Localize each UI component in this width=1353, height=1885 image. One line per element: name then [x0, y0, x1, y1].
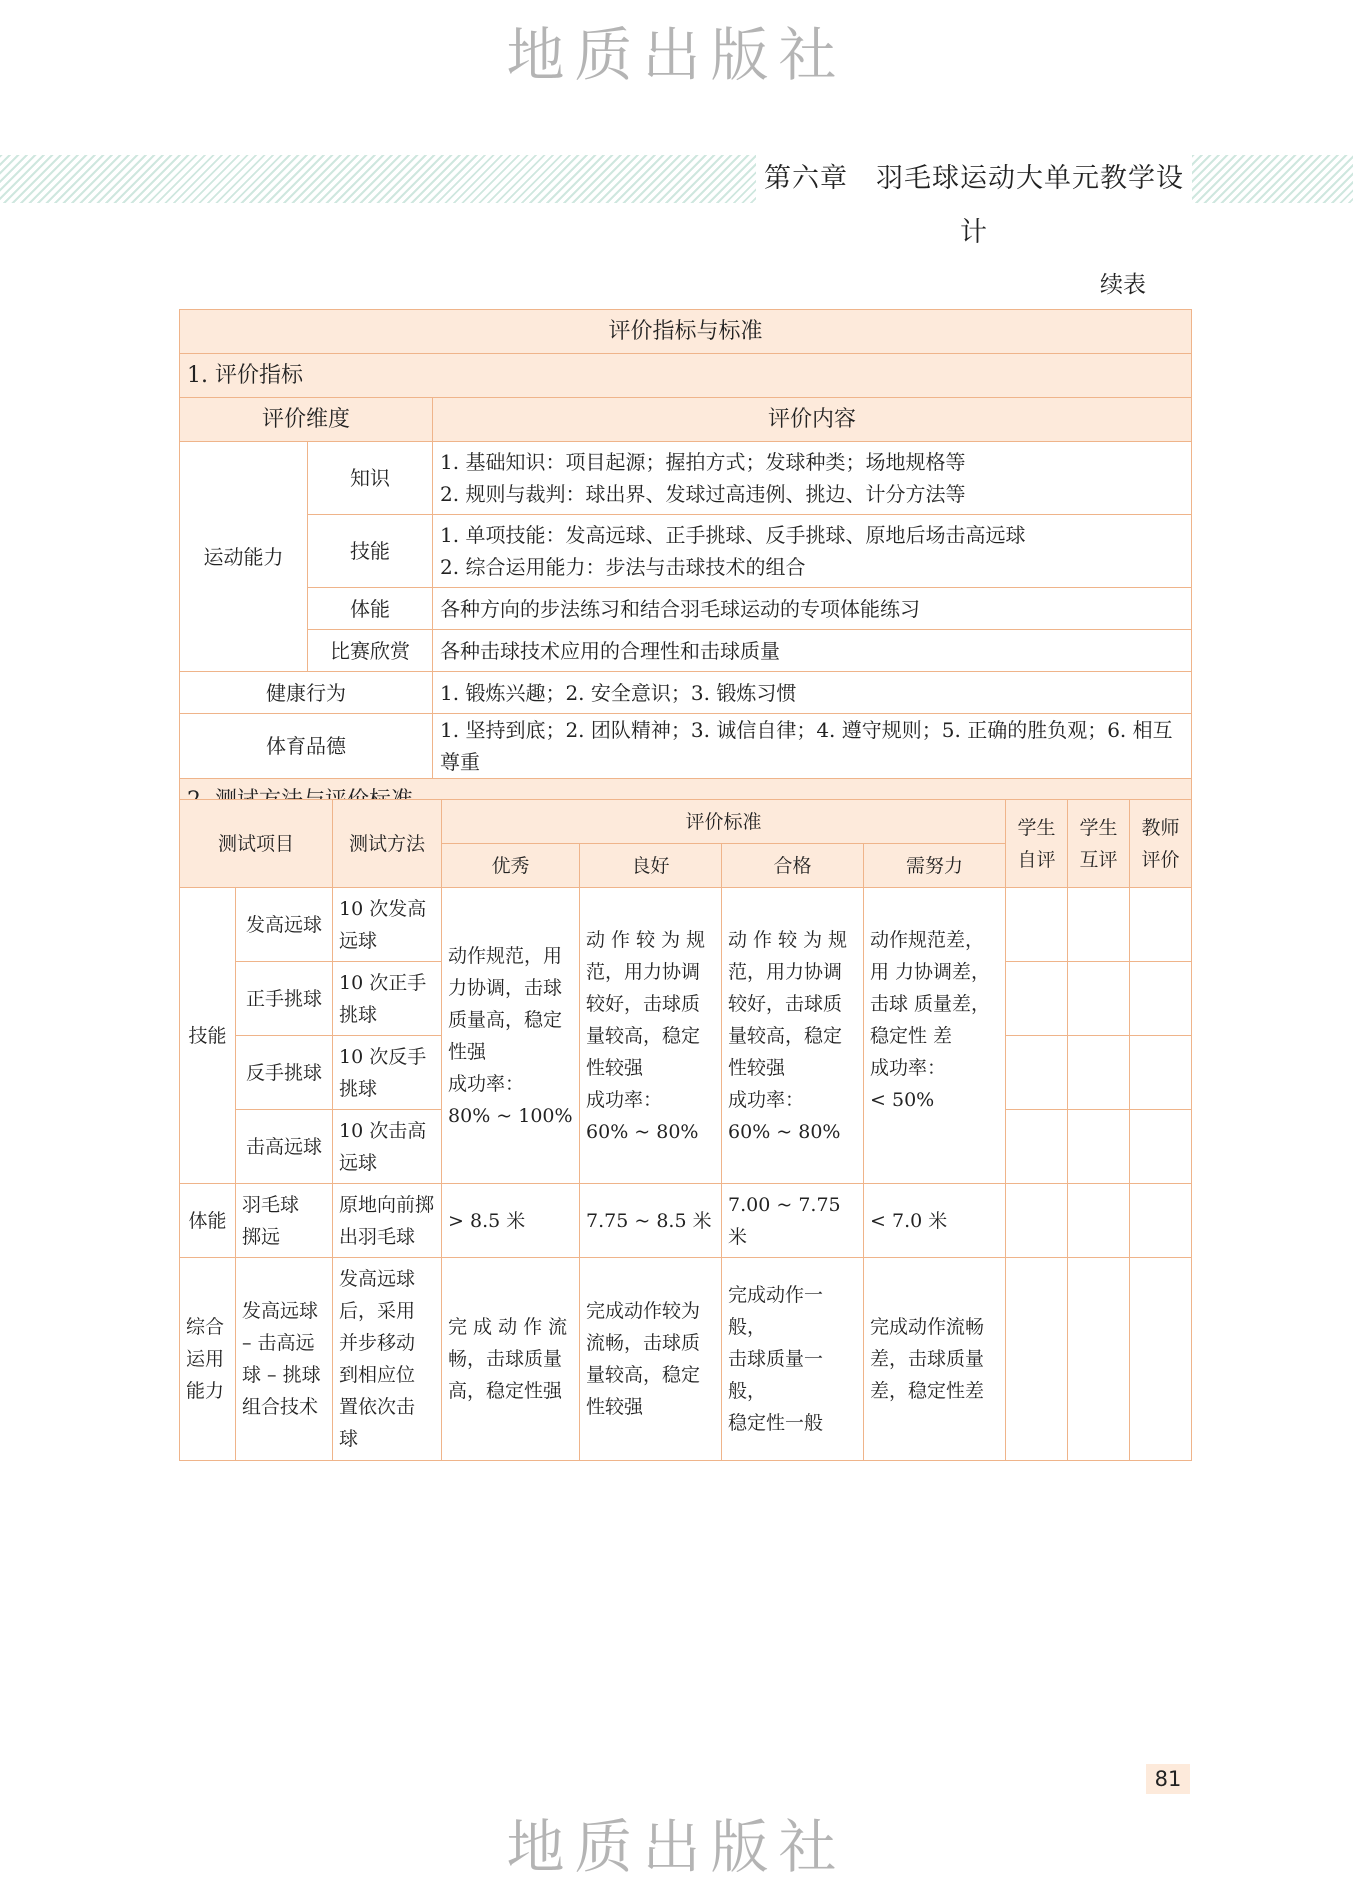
peer-eval-cell[interactable] — [1068, 888, 1130, 962]
level-needs-work: 需努力 — [864, 844, 1006, 888]
self-eval-cell[interactable] — [1006, 962, 1068, 1036]
teacher-eval-cell[interactable] — [1130, 888, 1192, 962]
sub-dimension-knowledge: 知识 — [308, 442, 433, 515]
combo-standard-needs-work: 完成动作流畅 差，击球质量 差，稳定性差 — [864, 1258, 1006, 1461]
col-header-content: 评价内容 — [433, 398, 1192, 442]
combo-method: 发高远球 后，采用 并步移动 到相应位 置依次击 球 — [333, 1258, 442, 1461]
skill-standard-needs-work: 动作规范差， 用 力协调差， 击球 质量差， 稳定性 差 成功率： < 50% — [864, 888, 1006, 1184]
skill-item-backhand-lift: 反手挑球 — [236, 1036, 333, 1110]
teacher-eval-cell[interactable] — [1130, 1110, 1192, 1184]
chapter-title: 第六章 羽毛球运动大单元教学设计 — [764, 163, 1184, 248]
skill-standard-excellent: 动作规范，用 力协调，击球 质量高，稳定 性强 成功率： 80% ~ 100% — [442, 888, 580, 1184]
peer-eval-cell[interactable] — [1068, 962, 1130, 1036]
fitness-method: 原地向前掷 出羽毛球 — [333, 1184, 442, 1258]
group-combo: 综合 运用 能力 — [180, 1258, 236, 1461]
skill-method: 10 次反手 挑球 — [333, 1036, 442, 1110]
header-stripe-right — [1192, 155, 1353, 203]
peer-eval-cell[interactable] — [1068, 1110, 1130, 1184]
group-fitness: 体能 — [180, 1184, 236, 1258]
skill-item-high-serve: 发高远球 — [236, 888, 333, 962]
fitness-item: 羽毛球 掷远 — [236, 1184, 333, 1258]
content-health: 1. 锻炼兴趣；2. 安全意识；3. 锻炼习惯 — [433, 672, 1192, 714]
self-eval-cell[interactable] — [1006, 1184, 1068, 1258]
fitness-standard-excellent: > 8.5 米 — [442, 1184, 580, 1258]
combo-item: 发高远球 – 击高远 球 – 挑球 组合技术 — [236, 1258, 333, 1461]
publisher-watermark-bottom: 地质出版社 — [506, 1813, 847, 1881]
skill-standard-pass: 动 作 较 为 规 范，用力协调 较好，击球质 量较高，稳定 性较强 成功率： 60% ~ 80% — [722, 888, 864, 1184]
continuation-label: 续表 — [1100, 272, 1146, 298]
self-eval-cell[interactable] — [1006, 1110, 1068, 1184]
publisher-watermark-top: 地质出版社 — [506, 21, 847, 89]
peer-eval-cell[interactable] — [1068, 1036, 1130, 1110]
combo-standard-pass: 完成动作一般， 击球质量一般， 稳定性一般 — [722, 1258, 864, 1461]
combo-standard-excellent: 完 成 动 作 流 畅，击球质量 高，稳定性强 — [442, 1258, 580, 1461]
combo-standard-good: 完成动作较为 流畅，击球质 量较高，稳定 性较强 — [580, 1258, 722, 1461]
content-line: 2. 规则与裁判：球出界、发球过高违例、挑边、计分方法等 — [440, 482, 966, 506]
skill-method: 10 次击高 远球 — [333, 1110, 442, 1184]
skill-method: 10 次正手 挑球 — [333, 962, 442, 1036]
evaluation-index-table — [179, 309, 1192, 823]
dimension-sport-ability: 运动能力 — [180, 442, 308, 672]
fitness-standard-pass: 7.00 ~ 7.75 米 — [722, 1184, 864, 1258]
level-excellent: 优秀 — [442, 844, 580, 888]
col-header-self-eval: 学生 自评 — [1006, 800, 1068, 888]
fitness-standard-needs-work: < 7.0 米 — [864, 1184, 1006, 1258]
table-title: 评价指标与标准 — [180, 310, 1192, 354]
level-good: 良好 — [580, 844, 722, 888]
teacher-eval-cell[interactable] — [1130, 1036, 1192, 1110]
sub-dimension-appreciation: 比赛欣赏 — [308, 630, 433, 672]
sub-dimension-skill: 技能 — [308, 515, 433, 588]
skill-item-forehand-lift: 正手挑球 — [236, 962, 333, 1036]
content-line: 1. 基础知识：项目起源；握拍方式；发球种类；场地规格等 — [440, 450, 966, 474]
peer-eval-cell[interactable] — [1068, 1258, 1130, 1461]
col-header-peer-eval: 学生 互评 — [1068, 800, 1130, 888]
content-morality: 1. 坚持到底；2. 团队精神；3. 诚信自律；4. 遵守规则；5. 正确的胜负观；6. 相互尊重 — [433, 714, 1192, 779]
level-pass: 合格 — [722, 844, 864, 888]
content-line: 1. 单项技能：发高远球、正手挑球、反手挑球、原地后场击高远球 — [440, 523, 1026, 547]
sub-dimension-fitness: 体能 — [308, 588, 433, 630]
content-knowledge — [433, 442, 1192, 515]
page-number: 81 — [1146, 1764, 1190, 1794]
self-eval-cell[interactable] — [1006, 1036, 1068, 1110]
self-eval-cell[interactable] — [1006, 888, 1068, 962]
dimension-health: 健康行为 — [180, 672, 433, 714]
header-stripe-left — [0, 155, 756, 203]
col-header-standard: 评价标准 — [442, 800, 1006, 844]
group-skill: 技能 — [180, 888, 236, 1184]
teacher-eval-cell[interactable] — [1130, 1184, 1192, 1258]
self-eval-cell[interactable] — [1006, 1258, 1068, 1461]
content-fitness: 各种方向的步法练习和结合羽毛球运动的专项体能练习 — [433, 588, 1192, 630]
peer-eval-cell[interactable] — [1068, 1184, 1130, 1258]
teacher-eval-cell[interactable] — [1130, 1258, 1192, 1461]
col-header-dimension: 评价维度 — [180, 398, 433, 442]
skill-standard-good: 动 作 较 为 规 范，用力协调 较好，击球质 量较高，稳定 性较强 成功率： 60% ~ 80% — [580, 888, 722, 1184]
fitness-standard-good: 7.75 ~ 8.5 米 — [580, 1184, 722, 1258]
dimension-morality: 体育品德 — [180, 714, 433, 779]
content-appreciation: 各种击球技术应用的合理性和击球质量 — [433, 630, 1192, 672]
skill-item-clear: 击高远球 — [236, 1110, 333, 1184]
col-header-teacher-eval: 教师 评价 — [1130, 800, 1192, 888]
content-line: 2. 综合运用能力：步法与击球技术的组合 — [440, 555, 806, 579]
teacher-eval-cell[interactable] — [1130, 962, 1192, 1036]
section-heading-1: 1. 评价指标 — [180, 354, 1192, 398]
test-standard-table — [179, 799, 1192, 1461]
col-header-item: 测试项目 — [180, 800, 333, 888]
content-skill — [433, 515, 1192, 588]
col-header-method: 测试方法 — [333, 800, 442, 888]
skill-method: 10 次发高 远球 — [333, 888, 442, 962]
